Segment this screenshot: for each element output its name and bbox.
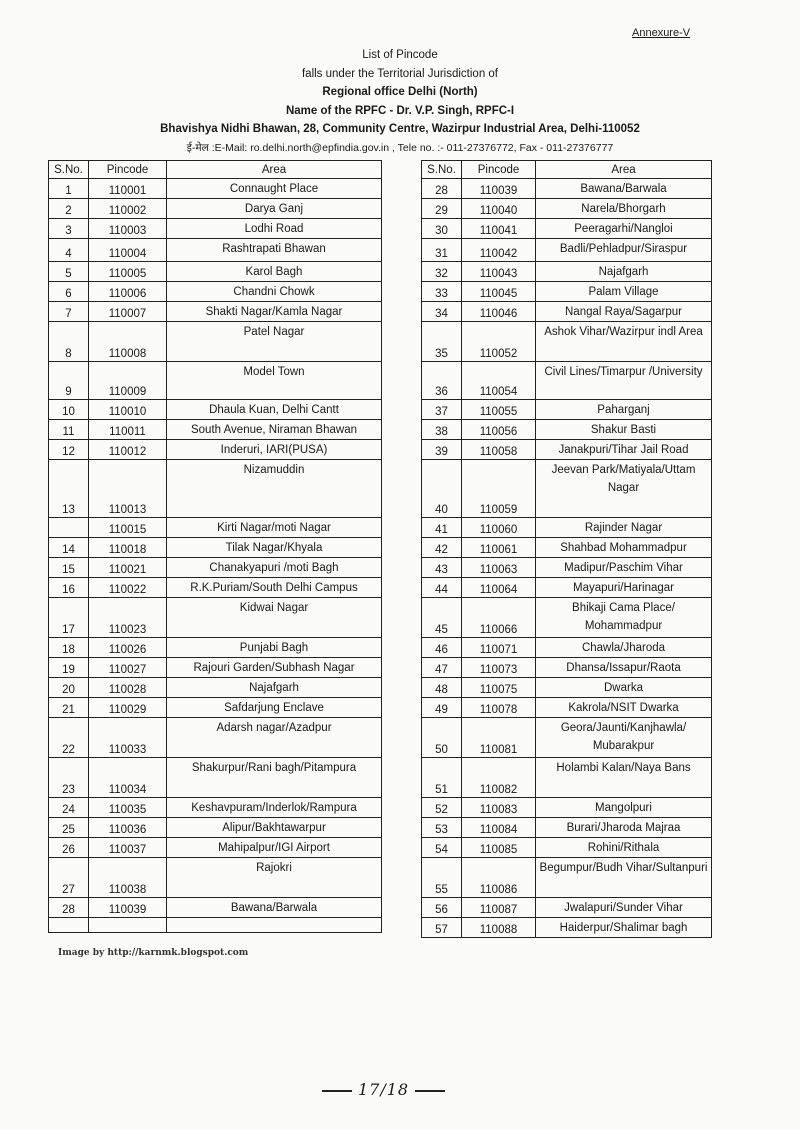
sno-cell: 5 xyxy=(49,262,89,282)
table-row xyxy=(422,239,712,262)
table-row xyxy=(49,199,382,219)
pincode-cell: 110038 xyxy=(89,858,167,898)
sno-cell: 22 xyxy=(49,718,89,758)
area-cell: Begumpur/Budh Vihar/Sultanpuri xyxy=(536,858,712,898)
sno-cell: 23 xyxy=(49,758,89,798)
header-office: Regional office Delhi (North) xyxy=(322,86,478,98)
sno-cell: 32 xyxy=(422,262,462,282)
header-contact: ई-मेल :E-Mail: ro.delhi.north@epfindia.gov.in , Tele no. :- 011-27376772, Fax - 011-27376777 xyxy=(186,141,614,154)
pincode-cell: 110002 xyxy=(89,199,167,219)
sno-cell: 38 xyxy=(422,420,462,440)
sno-cell: 54 xyxy=(422,838,462,858)
sno-cell: 20 xyxy=(49,678,89,698)
area-cell: Dhaula Kuan, Delhi Cantt xyxy=(167,400,382,420)
table-row xyxy=(49,558,382,578)
area-cell: Rajouri Garden/Subhash Nagar xyxy=(167,658,382,678)
area-cell: Darya Ganj xyxy=(167,199,382,219)
pincode-cell: 110078 xyxy=(462,698,536,718)
area-cell: Najafgarh xyxy=(167,678,382,698)
sno-cell: 10 xyxy=(49,400,89,420)
sno-cell: 37 xyxy=(422,400,462,420)
sno-cell: 14 xyxy=(49,538,89,558)
sno-cell: 44 xyxy=(422,578,462,598)
table-row xyxy=(422,638,712,658)
table-row xyxy=(49,578,382,598)
pincode-cell: 110010 xyxy=(89,400,167,420)
sno-cell xyxy=(49,518,89,538)
table-row xyxy=(422,658,712,678)
area-cell: Kakrola/NSIT Dwarka xyxy=(536,698,712,718)
sno-cell: 16 xyxy=(49,578,89,598)
area-cell: Nizamuddin xyxy=(167,460,382,518)
sno-cell: 42 xyxy=(422,538,462,558)
area-cell: Bawana/Barwala xyxy=(536,179,712,199)
table-row xyxy=(422,818,712,838)
table-row xyxy=(49,798,382,818)
table-row xyxy=(49,518,382,538)
column-header-area: Area xyxy=(167,161,382,179)
pincode-cell: 110046 xyxy=(462,302,536,322)
pincode-cell: 110009 xyxy=(89,362,167,400)
table-row xyxy=(422,420,712,440)
pincode-cell: 110085 xyxy=(462,838,536,858)
column-header-pincode: Pincode xyxy=(89,161,167,179)
table-row xyxy=(422,460,712,518)
table-row xyxy=(49,322,382,362)
sno-cell: 1 xyxy=(49,179,89,199)
pincode-cell: 110043 xyxy=(462,262,536,282)
area-cell: Geora/Jaunti/Kanjhawla/ Mubarakpur xyxy=(536,718,712,758)
pincode-cell: 110035 xyxy=(89,798,167,818)
area-cell: Alipur/Bakhtawarpur xyxy=(167,818,382,838)
area-cell: Model Town xyxy=(167,362,382,400)
area-cell: Paharganj xyxy=(536,400,712,420)
pincode-cell: 110086 xyxy=(462,858,536,898)
sno-cell: 15 xyxy=(49,558,89,578)
pincode-cell: 110003 xyxy=(89,219,167,239)
area-cell: Holambi Kalan/Naya Bans xyxy=(536,758,712,798)
area-cell: Kidwai Nagar xyxy=(167,598,382,638)
table-row xyxy=(422,898,712,918)
area-cell: Connaught Place xyxy=(167,179,382,199)
area-cell: South Avenue, Niraman Bhawan xyxy=(167,420,382,440)
sno-cell: 25 xyxy=(49,818,89,838)
area-cell xyxy=(167,918,382,933)
pincode-cell: 110075 xyxy=(462,678,536,698)
sno-cell: 41 xyxy=(422,518,462,538)
table-row xyxy=(49,638,382,658)
area-cell: Chawla/Jharoda xyxy=(536,638,712,658)
sno-cell: 26 xyxy=(49,838,89,858)
table-row xyxy=(49,460,382,518)
area-cell: Karol Bagh xyxy=(167,262,382,282)
area-cell: Lodhi Road xyxy=(167,219,382,239)
area-cell: Dhansa/Issapur/Raota xyxy=(536,658,712,678)
pincode-cell: 110028 xyxy=(89,678,167,698)
sno-cell: 36 xyxy=(422,362,462,400)
sno-cell: 47 xyxy=(422,658,462,678)
area-cell: Janakpuri/Tihar Jail Road xyxy=(536,440,712,460)
table-row xyxy=(422,219,712,239)
area-cell: Punjabi Bagh xyxy=(167,638,382,658)
pincode-cell: 110039 xyxy=(89,898,167,918)
sno-cell: 31 xyxy=(422,239,462,262)
table-row xyxy=(49,282,382,302)
sno-cell: 33 xyxy=(422,282,462,302)
area-cell: Chanakyapuri /moti Bagh xyxy=(167,558,382,578)
dash-left xyxy=(322,1090,352,1092)
pincode-cell: 110037 xyxy=(89,838,167,858)
pincode-cell: 110006 xyxy=(89,282,167,302)
pincode-cell: 110066 xyxy=(462,598,536,638)
page-number-text: 17/18 xyxy=(358,1080,410,1099)
area-cell: Nangal Raya/Sagarpur xyxy=(536,302,712,322)
header-title: List of Pincode xyxy=(362,49,438,61)
table-row xyxy=(49,658,382,678)
table-row xyxy=(422,262,712,282)
pincode-cell: 110081 xyxy=(462,718,536,758)
column-header-sno: S.No. xyxy=(49,161,89,179)
table-row xyxy=(49,302,382,322)
area-cell: Mahipalpur/IGI Airport xyxy=(167,838,382,858)
pincode-table-left xyxy=(48,160,382,933)
table-row xyxy=(422,598,712,638)
area-cell: Haiderpur/Shalimar bagh xyxy=(536,918,712,938)
pincode-cell: 110013 xyxy=(89,460,167,518)
area-cell: Narela/Bhorgarh xyxy=(536,199,712,219)
table-row xyxy=(422,322,712,362)
pincode-cell: 110012 xyxy=(89,440,167,460)
sno-cell: 12 xyxy=(49,440,89,460)
sno-cell: 3 xyxy=(49,219,89,239)
header-jurisdiction: falls under the Territorial Jurisdiction of xyxy=(301,67,499,80)
sno-cell: 28 xyxy=(49,898,89,918)
pincode-cell: 110041 xyxy=(462,219,536,239)
area-cell: Shakur Basti xyxy=(536,420,712,440)
sno-cell: 17 xyxy=(49,598,89,638)
area-cell: Rashtrapati Bhawan xyxy=(167,239,382,262)
sno-cell: 9 xyxy=(49,362,89,400)
header-rpfc: Name of the RPFC - Dr. V.P. Singh, RPFC-I xyxy=(285,104,515,117)
pincode-cell: 110059 xyxy=(462,460,536,518)
pincode-cell: 110033 xyxy=(89,718,167,758)
table-row xyxy=(422,302,712,322)
area-cell: Tilak Nagar/Khyala xyxy=(167,538,382,558)
table-row xyxy=(49,538,382,558)
sno-cell: 27 xyxy=(49,858,89,898)
area-cell: Rajinder Nagar xyxy=(536,518,712,538)
area-cell: Keshavpuram/Inderlok/Rampura xyxy=(167,798,382,818)
table-body-right xyxy=(422,179,712,938)
sno-cell: 57 xyxy=(422,918,462,938)
pincode-cell: 110021 xyxy=(89,558,167,578)
sno-cell: 51 xyxy=(422,758,462,798)
sno-cell: 40 xyxy=(422,460,462,518)
table-row xyxy=(422,179,712,199)
area-cell: Shahbad Mohammadpur xyxy=(536,538,712,558)
table-row xyxy=(422,678,712,698)
table-row xyxy=(49,598,382,638)
table-row xyxy=(422,282,712,302)
sno-cell: 8 xyxy=(49,322,89,362)
pincode-cell: 110087 xyxy=(462,898,536,918)
sno-cell: 50 xyxy=(422,718,462,758)
area-cell: Shakti Nagar/Kamla Nagar xyxy=(167,302,382,322)
pincode-cell: 110011 xyxy=(89,420,167,440)
sno-cell: 19 xyxy=(49,658,89,678)
pincode-cell: 110058 xyxy=(462,440,536,460)
dash-right xyxy=(415,1090,445,1092)
area-cell: Mangolpuri xyxy=(536,798,712,818)
sno-cell: 11 xyxy=(49,420,89,440)
area-cell: Safdarjung Enclave xyxy=(167,698,382,718)
table-row xyxy=(422,362,712,400)
area-cell: Bawana/Barwala xyxy=(167,898,382,918)
sno-cell: 48 xyxy=(422,678,462,698)
table-row xyxy=(49,898,382,918)
sno-cell: 39 xyxy=(422,440,462,460)
pincode-cell: 110034 xyxy=(89,758,167,798)
sno-cell: 29 xyxy=(422,199,462,219)
sno-cell: 56 xyxy=(422,898,462,918)
area-cell: Najafgarh xyxy=(536,262,712,282)
table-row xyxy=(422,440,712,460)
pincode-cell: 110022 xyxy=(89,578,167,598)
pincode-cell: 110055 xyxy=(462,400,536,420)
pincode-cell: 110018 xyxy=(89,538,167,558)
pincode-cell: 110063 xyxy=(462,558,536,578)
area-cell: Shakurpur/Rani bagh/Pitampura xyxy=(167,758,382,798)
sno-cell: 53 xyxy=(422,818,462,838)
pincode-cell: 110040 xyxy=(462,199,536,219)
pincode-cell: 110029 xyxy=(89,698,167,718)
table-row xyxy=(49,678,382,698)
pincode-cell: 110061 xyxy=(462,538,536,558)
table-row xyxy=(49,838,382,858)
area-cell: Kirti Nagar/moti Nagar xyxy=(167,518,382,538)
table-row xyxy=(422,918,712,938)
table-row xyxy=(49,758,382,798)
sno-cell: 18 xyxy=(49,638,89,658)
area-cell: Bhikaji Cama Place/ Mohammadpur xyxy=(536,598,712,638)
sno-cell: 13 xyxy=(49,460,89,518)
pincode-cell: 110073 xyxy=(462,658,536,678)
pincode-cell: 110005 xyxy=(89,262,167,282)
table-row xyxy=(49,219,382,239)
pincode-cell xyxy=(89,918,167,933)
area-cell: Rajokri xyxy=(167,858,382,898)
table-row xyxy=(422,400,712,420)
area-cell: Dwarka xyxy=(536,678,712,698)
table-row xyxy=(49,918,382,933)
sno-cell: 2 xyxy=(49,199,89,219)
area-cell: Civil Lines/Timarpur /University xyxy=(536,362,712,400)
sno-cell xyxy=(49,918,89,933)
sno-cell: 30 xyxy=(422,219,462,239)
sno-cell: 52 xyxy=(422,798,462,818)
pincode-cell: 110045 xyxy=(462,282,536,302)
pincode-cell: 110083 xyxy=(462,798,536,818)
area-cell: Jwalapuri/Sunder Vihar xyxy=(536,898,712,918)
area-cell: Badli/Pehladpur/Siraspur xyxy=(536,239,712,262)
pincode-cell: 110056 xyxy=(462,420,536,440)
pincode-cell: 110082 xyxy=(462,758,536,798)
area-cell: Ashok Vihar/Wazirpur indl Area xyxy=(536,322,712,362)
pincode-cell: 110052 xyxy=(462,322,536,362)
table-row xyxy=(422,558,712,578)
table-row xyxy=(422,698,712,718)
column-header-sno: S.No. xyxy=(422,161,462,179)
pincode-cell: 110036 xyxy=(89,818,167,838)
pincode-cell: 110023 xyxy=(89,598,167,638)
sno-cell: 4 xyxy=(49,239,89,262)
pincode-cell: 110015 xyxy=(89,518,167,538)
pincode-cell: 110054 xyxy=(462,362,536,400)
table-row xyxy=(49,239,382,262)
pincode-cell: 110027 xyxy=(89,658,167,678)
table-row xyxy=(422,199,712,219)
table-row xyxy=(422,578,712,598)
table-row xyxy=(422,538,712,558)
pincode-cell: 110071 xyxy=(462,638,536,658)
table-row xyxy=(49,362,382,400)
sno-cell: 43 xyxy=(422,558,462,578)
table-row xyxy=(49,718,382,758)
pincode-cell: 110004 xyxy=(89,239,167,262)
area-cell: Rohini/Rithala xyxy=(536,838,712,858)
column-header-area: Area xyxy=(536,161,712,179)
pincode-cell: 110039 xyxy=(462,179,536,199)
header-address: Bhavishya Nidhi Bhawan, 28, Community Centre, Wazirpur Industrial Area, Delhi-110052 xyxy=(160,123,640,135)
pincode-cell: 110060 xyxy=(462,518,536,538)
area-cell: Adarsh nagar/Azadpur xyxy=(167,718,382,758)
page-number xyxy=(316,1080,451,1099)
sno-cell: 6 xyxy=(49,282,89,302)
column-header-pincode: Pincode xyxy=(462,161,536,179)
pincode-cell: 110026 xyxy=(89,638,167,658)
table-row xyxy=(49,179,382,199)
area-cell: Palam Village xyxy=(536,282,712,302)
pincode-cell: 110007 xyxy=(89,302,167,322)
sno-cell: 46 xyxy=(422,638,462,658)
table-row xyxy=(422,798,712,818)
sno-cell: 28 xyxy=(422,179,462,199)
sno-cell: 55 xyxy=(422,858,462,898)
sno-cell: 45 xyxy=(422,598,462,638)
pincode-cell: 110008 xyxy=(89,322,167,362)
pincode-cell: 110084 xyxy=(462,818,536,838)
sno-cell: 21 xyxy=(49,698,89,718)
table-row xyxy=(49,440,382,460)
pincode-table-right xyxy=(421,160,712,938)
table-row xyxy=(422,758,712,798)
area-cell: Peeragarhi/Nangloi xyxy=(536,219,712,239)
sno-cell: 34 xyxy=(422,302,462,322)
sno-cell: 7 xyxy=(49,302,89,322)
pincode-cell: 110064 xyxy=(462,578,536,598)
area-cell: R.K.Puriam/South Delhi Campus xyxy=(167,578,382,598)
area-cell: Patel Nagar xyxy=(167,322,382,362)
document-header xyxy=(0,46,800,157)
area-cell: Mayapuri/Harinagar xyxy=(536,578,712,598)
sno-cell: 49 xyxy=(422,698,462,718)
area-cell: Jeevan Park/Matiyala/Uttam Nagar xyxy=(536,460,712,518)
annexure-label: Annexure-V xyxy=(632,27,691,39)
sno-cell: 24 xyxy=(49,798,89,818)
pincode-cell: 110042 xyxy=(462,239,536,262)
table-row xyxy=(49,262,382,282)
table-row xyxy=(49,818,382,838)
image-credit: Image by http://karnmk.blogspot.com xyxy=(58,948,249,958)
table-row xyxy=(49,858,382,898)
table-row xyxy=(49,698,382,718)
table-row xyxy=(422,858,712,898)
area-cell: Madipur/Paschim Vihar xyxy=(536,558,712,578)
area-cell: Chandni Chowk xyxy=(167,282,382,302)
table-row xyxy=(422,838,712,858)
table-row xyxy=(49,400,382,420)
table-row xyxy=(49,420,382,440)
table-row xyxy=(422,718,712,758)
area-cell: Inderuri, IARI(PUSA) xyxy=(167,440,382,460)
table-body-left xyxy=(49,179,382,933)
area-cell: Burari/Jharoda Majraa xyxy=(536,818,712,838)
pincode-cell: 110088 xyxy=(462,918,536,938)
pincode-cell: 110001 xyxy=(89,179,167,199)
sno-cell: 35 xyxy=(422,322,462,362)
table-row xyxy=(422,518,712,538)
